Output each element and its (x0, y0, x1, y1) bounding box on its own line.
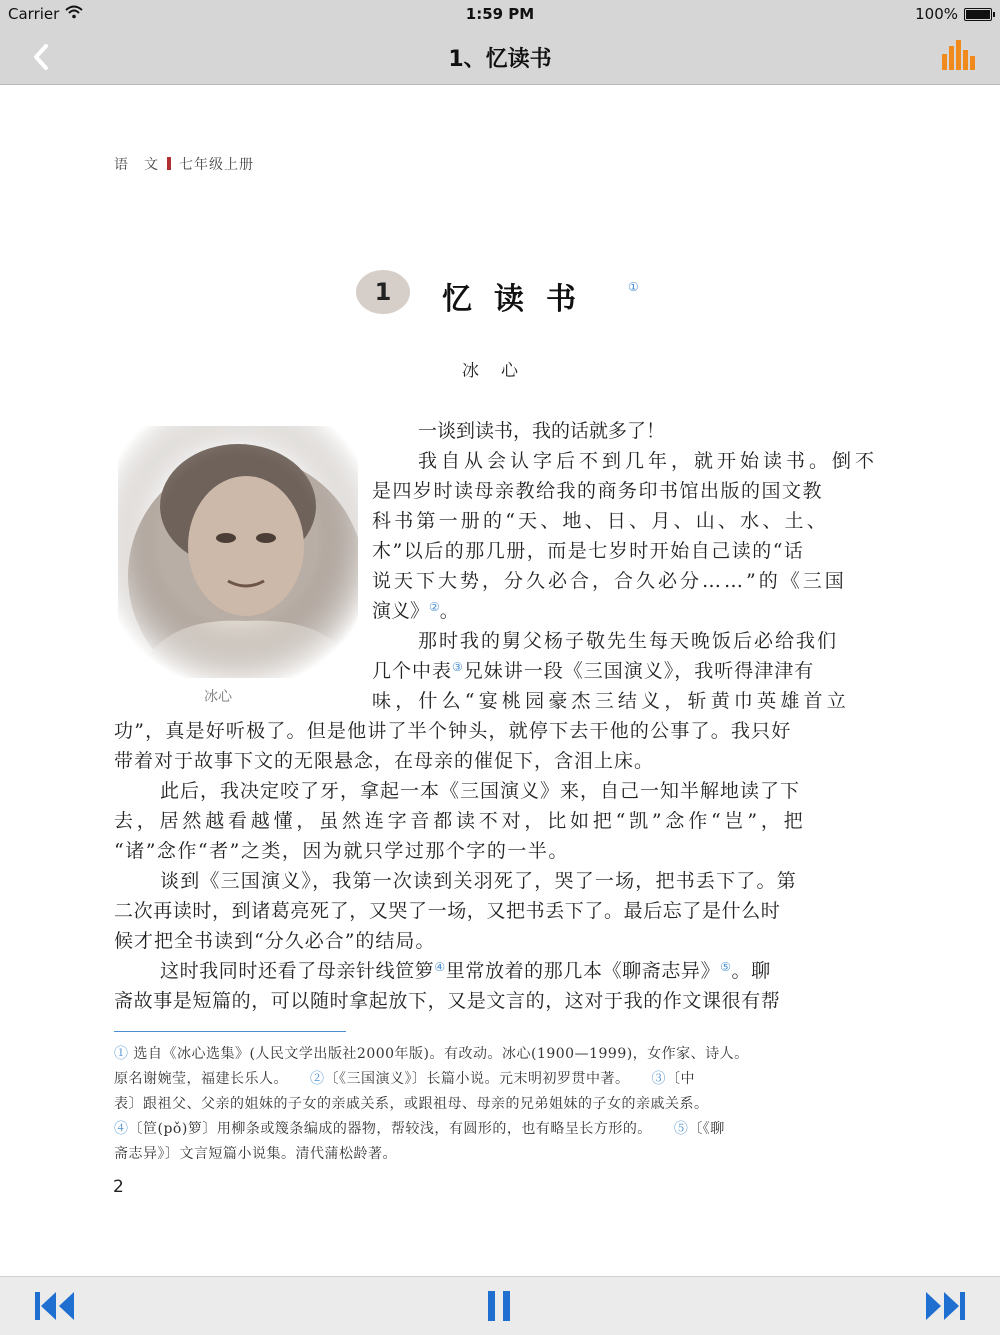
text-line: 我自从会认字后不到几年，就开始读书。倒不 (418, 450, 879, 472)
text-line: 去，居然越看越懂，虽然连字音都读不对，比如把“凯”念作“岂”，把 (114, 810, 807, 832)
portrait-caption: 冰心 (204, 689, 232, 705)
text-line: 候才把全书读到“分久必合”的结局。 (114, 930, 436, 952)
page-title: 1、忆读书 (448, 47, 552, 72)
text-line: “诸”念作“者”之类，因为就只学过那个字的一半。 (114, 840, 569, 862)
text-line: 那时我的舅父杨子敬先生每天晚饭后必给我们 (418, 630, 839, 652)
footnote-line: ④〔笸(pǒ)箩〕用柳条或篾条编成的器物，帮较浅，有圆形的，也有略呈长方形的。 ⑤〔《聊 (114, 1121, 725, 1137)
text-line: 斋故事是短篇的，可以随时拿起放下，又是文言的，这对于我的作文课很有帮 (114, 990, 781, 1012)
header-subject: 语 文 (114, 157, 159, 173)
battery-icon (964, 8, 992, 21)
footnote-marker: ④ (434, 960, 446, 974)
text-line: 一谈到读书，我的话就多了！ (418, 420, 666, 442)
pause-icon[interactable] (486, 1289, 512, 1323)
header-divider (167, 157, 171, 170)
text-line: 谈到《三国演义》，我第一次读到关羽死了，哭了一场，把书丢下了。第 (160, 870, 797, 892)
text-line: 功”，真是好听极了。但是他讲了半个钟头，就停下去干他的公事了。我只好 (114, 720, 792, 742)
footnote-line: 原名谢婉莹，福建长乐人。 ②〔《三国演义》〕长篇小说。元末明初罗贯中著。 ③〔中 (114, 1071, 695, 1087)
text-line: 此后，我决定咬了牙，拿起一本《三国演义》来，自己一知半解地读了下 (160, 780, 801, 802)
footnote-line: ① 选自《冰心选集》(人民文学出版社2000年版)。有改动。冰心(1900—1999)，女作家、诗人。 (114, 1046, 749, 1062)
bar-chart-icon[interactable] (940, 38, 976, 72)
header-grade: 七年级上册 (179, 157, 254, 173)
status-bar (0, 0, 1000, 28)
text-line: 几个中表③兄妹讲一段《三国演义》，我听得津津有 (372, 660, 815, 682)
skip-forward-icon[interactable] (924, 1291, 966, 1321)
text-line: 科书第一册的“天、地、日、月、山、水、土、 (372, 510, 829, 532)
battery-percent: 100% (915, 5, 958, 23)
author-portrait (118, 426, 358, 678)
navigation-bar (0, 0, 1000, 85)
title-footnote-marker: ① (628, 280, 639, 294)
text-line: 是四岁时读母亲教给我的商务印书馆出版的国文教 (372, 480, 824, 502)
author-name: 冰心 (462, 361, 540, 381)
text-line: 木”以后的那几册，而是七岁时开始自己读的“话 (372, 540, 805, 562)
footnote-divider (114, 1031, 346, 1032)
text-line: 演义》②。 (372, 600, 459, 622)
footnote-marker: ⑤ (720, 960, 732, 974)
playback-toolbar (0, 1276, 1000, 1335)
running-header (114, 154, 254, 174)
footnote-marker: ② (429, 600, 440, 614)
clock: 1:59 PM (465, 5, 535, 23)
text-line: 说天下大势，分久必合，合久必分……”的《三国 (372, 570, 847, 592)
text-line: 带着对于故事下文的无限悬念，在母亲的催促下，含泪上床。 (114, 750, 655, 772)
footnote-line: 斋志异》〕文言短篇小说集。清代蒲松龄著。 (114, 1146, 397, 1162)
text-line: 味，什么“宴桃园豪杰三结义，斩黄巾英雄首立 (372, 690, 850, 712)
carrier-label: Carrier (8, 5, 60, 23)
footnote-marker: ③ (452, 660, 464, 674)
text-line: 二次再读时，到诸葛亮死了，又哭了一场，又把书丢下了。最后忘了是什么时 (114, 900, 781, 922)
footnote-line: 表〕跟祖父、父亲的姐妹的子女的亲戚关系，或跟祖母、母亲的兄弟姐妹的子女的亲戚关系。 (114, 1096, 709, 1112)
lesson-title: 忆读书 (442, 282, 598, 317)
text-line: 这时我同时还看了母亲针线笸箩④里常放着的那几本《聊斋志异》⑤。聊 (160, 960, 771, 982)
page-number: 2 (113, 1177, 124, 1197)
lesson-number-badge: 1 (356, 270, 410, 314)
skip-back-icon[interactable] (34, 1291, 76, 1321)
